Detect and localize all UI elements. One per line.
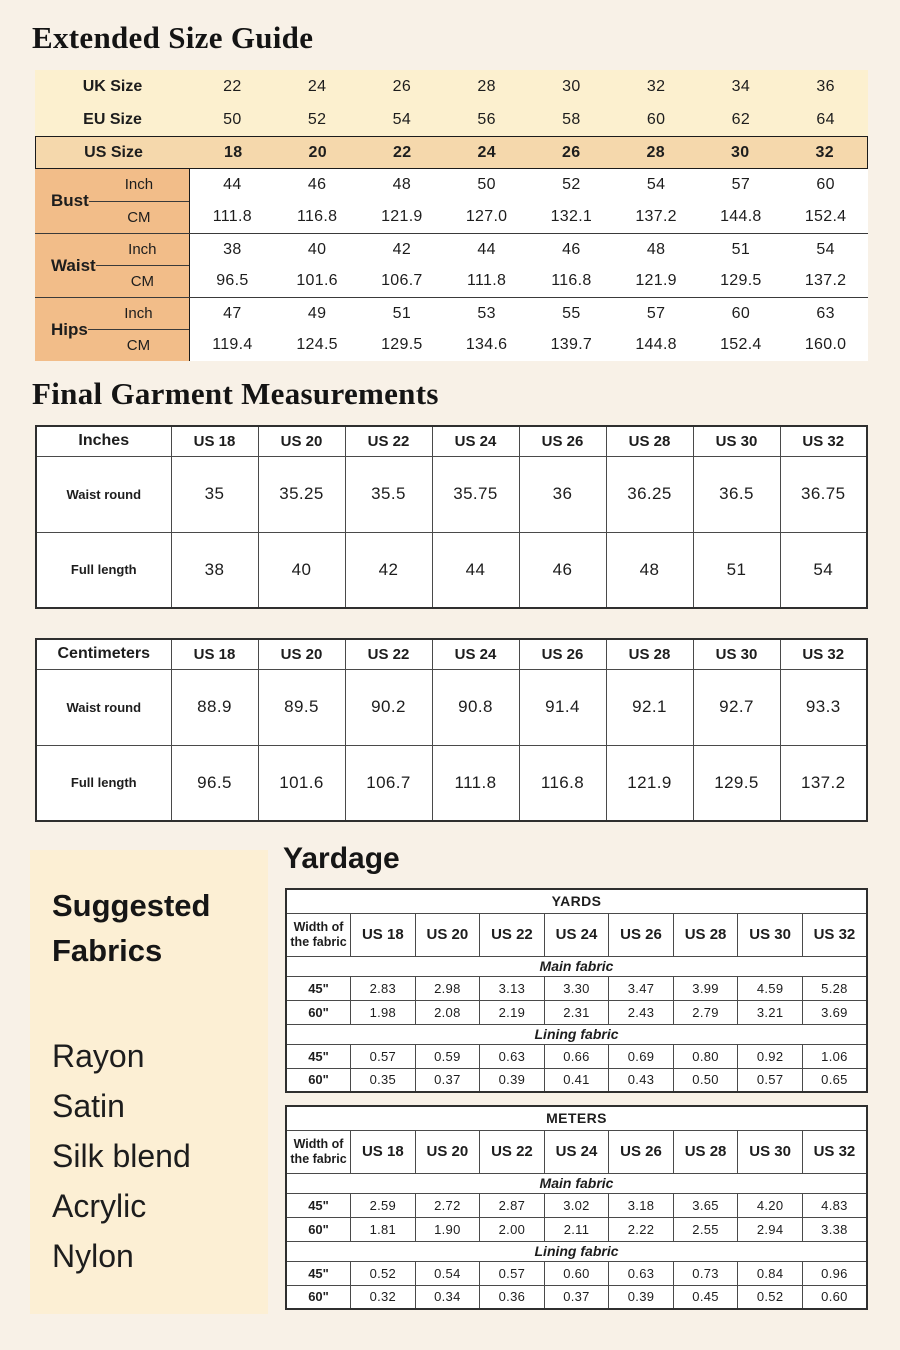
yardage-value: 0.57 [738,1068,803,1092]
garment-row [36,456,867,532]
measurement-value: 55 [562,304,581,322]
yardage-value: 2.19 [480,1000,545,1024]
measurement-value: 44 [223,176,242,193]
yardage-value: 0.60 [544,1261,609,1285]
yardage-value: 2.83 [351,976,416,1000]
yardage-value: 0.60 [802,1285,867,1309]
size-value: 58 [562,110,581,128]
size-header: US 20 [258,639,345,669]
measurement-value: 51 [392,304,412,322]
yardage-value: 2.59 [351,1193,416,1217]
yardage-value: 2.22 [609,1217,674,1241]
unit-header: Inches [36,426,171,456]
fabric-width-label: 60" [286,1000,351,1024]
yardage-value: 0.32 [351,1285,416,1309]
fabric-section-row [286,1173,867,1193]
yardage-value: 0.57 [351,1044,416,1068]
yardage-header-row [286,913,867,956]
fabric-width-header: Width of the fabric [286,913,351,956]
size-header: US 24 [432,426,519,456]
yardage-value: 0.63 [480,1044,545,1068]
size-header: US 20 [258,426,345,456]
yardage-value: 3.30 [544,976,609,1000]
size-conversion-row [35,103,868,136]
measurement-value: 160.0 [804,336,847,354]
yardage-value: 2.00 [480,1217,545,1241]
measurement-value: 42 [392,240,412,258]
size-value: 20 [308,143,327,161]
garment-value: 35.75 [432,456,519,532]
garment-table-inches [35,425,868,609]
yardage-value: 0.59 [415,1044,480,1068]
size-header: US 28 [606,426,693,456]
size-value: 26 [392,77,412,95]
measurement-value: 57 [646,304,666,322]
fabric-item: Satin [52,1087,125,1124]
measurement-value: 60 [731,304,751,322]
size-conversion-row [35,70,868,103]
measurement-value: 129.5 [381,336,423,354]
fabric-width-label: 45" [286,1193,351,1217]
size-header: US 22 [345,639,432,669]
garment-value: 90.8 [432,669,519,745]
fabric-section-label: Lining fabric [286,1241,867,1261]
garment-value: 35 [171,456,258,532]
yardage-value: 0.54 [415,1261,480,1285]
garment-value: 96.5 [171,745,258,821]
yardage-value: 2.11 [544,1217,609,1241]
yardage-value: 0.36 [480,1285,545,1309]
garment-row-label: Waist round [36,669,171,745]
measurement-value: 40 [307,240,327,258]
yardage-value: 0.57 [480,1261,545,1285]
yardage-value: 0.41 [544,1068,609,1092]
yardage-value: 2.08 [415,1000,480,1024]
measurement-row [190,298,868,330]
garment-value: 106.7 [345,745,432,821]
measurement-value: 132.1 [550,208,593,225]
size-value: 64 [816,110,835,128]
yardage-value: 1.81 [351,1217,416,1241]
size-value: 62 [731,110,751,128]
yardage-value: 4.59 [738,976,803,1000]
measurement-value: 137.2 [804,272,847,290]
yards-table [285,888,868,1093]
yardage-value: 0.50 [673,1068,738,1092]
measurement-value: 121.9 [635,272,677,290]
size-value: 54 [392,110,412,128]
measurement-value: 111.8 [212,208,252,225]
garment-value: 35.5 [345,456,432,532]
garment-row-label: Waist round [36,456,171,532]
measurement-row [190,266,868,298]
garment-value: 51 [693,532,780,608]
unit-labels [88,298,189,361]
garment-value: 116.8 [519,745,606,821]
size-header: US 22 [480,913,545,956]
garment-value: 36 [519,456,606,532]
garment-value: 90.2 [345,669,432,745]
yardage-value: 2.55 [673,1217,738,1241]
yardage-data-row [286,1000,867,1024]
measurement-name: Waist [51,255,96,275]
yardage-value: 3.38 [802,1217,867,1241]
size-value: 24 [477,143,496,161]
size-conversion-row [35,136,868,169]
measurement-value: 137.2 [635,208,677,225]
measurement-value: 121.9 [381,208,423,225]
size-value: 28 [646,143,665,161]
garment-value: 36.75 [780,456,867,532]
measurement-value: 38 [223,240,242,258]
size-header: US 32 [802,913,867,956]
garment-value: 111.8 [432,745,519,821]
size-value: 34 [731,77,751,95]
garment-value: 92.1 [606,669,693,745]
size-header: US 22 [480,1130,545,1173]
measurement-value: 119.4 [212,336,253,354]
fabric-width-label: 60" [286,1217,351,1241]
garment-value: 42 [345,532,432,608]
garment-value: 121.9 [606,745,693,821]
measurement-label-cell [35,234,190,297]
measurement-data [190,298,868,361]
yardage-value: 3.02 [544,1193,609,1217]
yardage-value: 3.65 [673,1193,738,1217]
fabric-item: Rayon [52,1037,145,1074]
garment-value: 40 [258,532,345,608]
garment-value: 38 [171,532,258,608]
measurement-row [190,234,868,266]
garment-row-label: Full length [36,532,171,608]
yardage-value: 4.83 [802,1193,867,1217]
measurement-value: 106.7 [381,272,423,290]
measurement-value: 48 [646,240,666,258]
garment-value: 48 [606,532,693,608]
fabric-width-label: 60" [286,1285,351,1309]
measurement-label-cell [35,169,190,233]
extended-size-guide-title: Extended Size Guide [32,20,314,55]
fabric-width-label: 45" [286,976,351,1000]
yardage-data-row [286,1068,867,1092]
yardage-value: 0.92 [738,1044,803,1068]
yardage-data-row [286,1044,867,1068]
size-header: US 20 [415,1130,480,1173]
yardage-value: 3.69 [802,1000,867,1024]
yardage-value: 0.34 [415,1285,480,1309]
yardage-value: 2.98 [415,976,480,1000]
yardage-value: 1.06 [802,1044,867,1068]
measurement-value: 63 [816,304,835,322]
fabric-section-row [286,956,867,976]
garment-value: 44 [432,532,519,608]
measurement-value: 96.5 [216,272,249,290]
yardage-data-row [286,1193,867,1217]
yardage-value: 0.45 [673,1285,738,1309]
yardage-value: 0.73 [673,1261,738,1285]
measurement-value: 46 [562,240,581,258]
garment-table [35,425,868,609]
measurement-value: 49 [307,304,327,322]
yardage-value: 3.21 [738,1000,803,1024]
yardage-data-row [286,1285,867,1309]
yardage-header-row [286,1130,867,1173]
unit-cm-label: CM [127,208,151,226]
measurement-value: 116.8 [551,272,592,290]
yardage-value: 0.37 [415,1068,480,1092]
garment-value: 129.5 [693,745,780,821]
yardage-data-row [286,1261,867,1285]
yardage-value: 3.13 [480,976,545,1000]
fabric-item: Acrylic [52,1187,147,1224]
garment-header-row [36,639,867,669]
size-header: US 26 [519,426,606,456]
size-header: US 18 [171,426,258,456]
garment-value: 88.9 [171,669,258,745]
size-header: US 26 [519,639,606,669]
measurement-value: 124.5 [296,336,338,354]
size-value: 30 [562,77,581,95]
garment-value: 91.4 [519,669,606,745]
size-header: US 26 [609,913,674,956]
measurement-value: 116.8 [296,208,338,225]
size-value: 32 [815,143,834,161]
size-value: 18 [224,143,243,161]
size-value: 50 [223,110,242,128]
suggested-fabrics-panel [30,850,268,1314]
yardage-value: 0.65 [802,1068,867,1092]
unit-cm-label: CM [126,337,151,354]
fabric-section-label: Main fabric [286,1173,867,1193]
yardage-value: 0.66 [544,1044,609,1068]
yardage-title: Yardage [283,842,400,875]
garment-value: 89.5 [258,669,345,745]
size-header: US 28 [673,1130,738,1173]
fabric-section-label: Lining fabric [286,1024,867,1044]
fabric-width-label: 45" [286,1261,351,1285]
size-guide-table [35,70,868,361]
size-header: US 32 [780,639,867,669]
size-header: US 32 [780,426,867,456]
yardage-unit-title: YARDS [286,889,867,913]
measurement-value: 47 [223,304,242,322]
yardage-value: 2.94 [738,1217,803,1241]
garment-row [36,669,867,745]
measurement-group [35,233,868,297]
yardage-value: 3.99 [673,976,738,1000]
measurement-name: Bust [51,191,89,210]
measurement-value: 101.6 [296,272,338,290]
measurement-value: 111.8 [467,272,507,290]
measurement-label-cell [35,298,190,361]
yardage-value: 0.35 [351,1068,416,1092]
size-header: US 24 [432,639,519,669]
fabrics-list [52,1037,268,1274]
measurement-value: 60 [816,176,835,193]
size-header: US 26 [609,1130,674,1173]
unit-inch-label: Inch [89,169,189,202]
size-value: 26 [562,143,581,161]
garment-value: 46 [519,532,606,608]
measurement-value: 134.6 [465,336,508,354]
size-header: US 18 [351,1130,416,1173]
fabric-width-header: Width of the fabric [286,1130,351,1173]
measurement-value: 50 [477,176,496,193]
garment-value: 36.5 [693,456,780,532]
size-header: US 30 [693,639,780,669]
suggested-fabrics-title: Suggested Fabrics [52,888,211,968]
size-system-label: EU Size [83,110,142,128]
size-header: US 30 [738,1130,803,1173]
yardage-value: 5.28 [802,976,867,1000]
size-header: US 18 [171,639,258,669]
yardage-value: 0.96 [802,1261,867,1285]
measurement-value: 44 [477,240,496,258]
garment-value: 54 [780,532,867,608]
unit-inch-label: Inch [96,234,189,266]
size-value: 56 [477,110,496,128]
yardage-value: 0.43 [609,1068,674,1092]
yardage-value: 0.69 [609,1044,674,1068]
yardage-value: 3.47 [609,976,674,1000]
yardage-table [285,888,868,1093]
measurement-value: 144.8 [720,208,762,225]
garment-row-label: Full length [36,745,171,821]
yardage-value: 0.37 [544,1285,609,1309]
yardage-value: 2.43 [609,1000,674,1024]
size-value: 60 [646,110,666,128]
size-value: 22 [393,143,412,161]
yardage-value: 0.80 [673,1044,738,1068]
measurement-row [190,201,868,233]
meters-table [285,1105,868,1310]
unit-inch-label: Inch [88,298,189,330]
measurement-data [190,169,868,233]
fabric-item: Nylon [52,1237,134,1274]
yardage-table [285,1105,868,1310]
measurement-row [190,330,868,362]
size-value: 36 [816,77,835,95]
garment-value: 93.3 [780,669,867,745]
size-header: US 32 [802,1130,867,1173]
measurement-value: 129.5 [720,272,762,290]
size-header: US 24 [544,913,609,956]
yardage-data-row [286,976,867,1000]
yardage-value: 2.72 [415,1193,480,1217]
size-value: 22 [223,77,242,95]
measurement-value: 52 [562,176,581,193]
measurement-value: 152.4 [804,208,847,225]
garment-value: 35.25 [258,456,345,532]
garment-table [35,638,868,822]
measurement-value: 53 [477,304,496,322]
garment-table-centimeters [35,638,868,822]
measurement-group [35,297,868,361]
yardage-value: 0.52 [351,1261,416,1285]
measurement-group [35,169,868,233]
size-header: US 28 [606,639,693,669]
fabric-section-row [286,1241,867,1261]
size-value: 28 [477,77,496,95]
garment-value: 101.6 [258,745,345,821]
measurement-data [190,234,868,297]
yardage-value: 2.79 [673,1000,738,1024]
size-value: 32 [646,77,666,95]
yardage-value: 2.31 [544,1000,609,1024]
measurement-value: 54 [646,176,666,193]
size-header: US 22 [345,426,432,456]
size-header: US 20 [415,913,480,956]
measurement-value: 139.7 [550,336,593,354]
garment-row [36,532,867,608]
fabric-section-label: Main fabric [286,956,867,976]
yardage-value: 0.52 [738,1285,803,1309]
size-header: US 28 [673,913,738,956]
size-value: 24 [307,77,327,95]
size-header: US 24 [544,1130,609,1173]
fabric-item: Silk blend [52,1137,191,1174]
garment-value: 92.7 [693,669,780,745]
unit-labels [96,234,189,297]
measurement-value: 54 [816,240,835,258]
garment-value: 36.25 [606,456,693,532]
measurement-name: Hips [51,319,88,339]
size-header: US 18 [351,913,416,956]
yardage-value: 0.84 [738,1261,803,1285]
yardage-value: 0.39 [480,1068,545,1092]
measurement-value: 57 [731,176,751,193]
yardage-title-row [286,889,867,913]
garment-row [36,745,867,821]
measurement-value: 144.8 [635,336,677,354]
size-value: 30 [731,143,750,161]
size-system-label: UK Size [82,77,143,95]
measurement-value: 48 [392,176,412,193]
yardage-value: 4.20 [738,1193,803,1217]
garment-value: 137.2 [780,745,867,821]
yardage-value: 2.87 [480,1193,545,1217]
measurement-value: 152.4 [720,336,762,354]
size-value: 52 [307,110,327,128]
yardage-title-row [286,1106,867,1130]
yardage-unit-title: METERS [286,1106,867,1130]
measurement-row [190,169,868,201]
size-header: US 30 [738,913,803,956]
fabric-width-label: 60" [286,1068,351,1092]
yardage-value: 0.39 [609,1285,674,1309]
yardage-value: 1.98 [351,1000,416,1024]
size-header: US 30 [693,426,780,456]
yardage-value: 1.90 [415,1217,480,1241]
yardage-value: 0.63 [609,1261,674,1285]
size-system-label: US Size [84,143,143,161]
fabric-width-label: 45" [286,1044,351,1068]
unit-labels [89,169,189,233]
final-garment-measurements-title: Final Garment Measurements [32,376,439,411]
yardage-data-row [286,1217,867,1241]
garment-header-row [36,426,867,456]
measurement-value: 51 [731,240,751,258]
unit-cm-label: CM [130,273,155,290]
unit-header: Centimeters [36,639,171,669]
yardage-value: 3.18 [609,1193,674,1217]
fabric-section-row [286,1024,867,1044]
measurement-value: 127.0 [465,208,508,225]
measurement-value: 46 [307,176,327,193]
